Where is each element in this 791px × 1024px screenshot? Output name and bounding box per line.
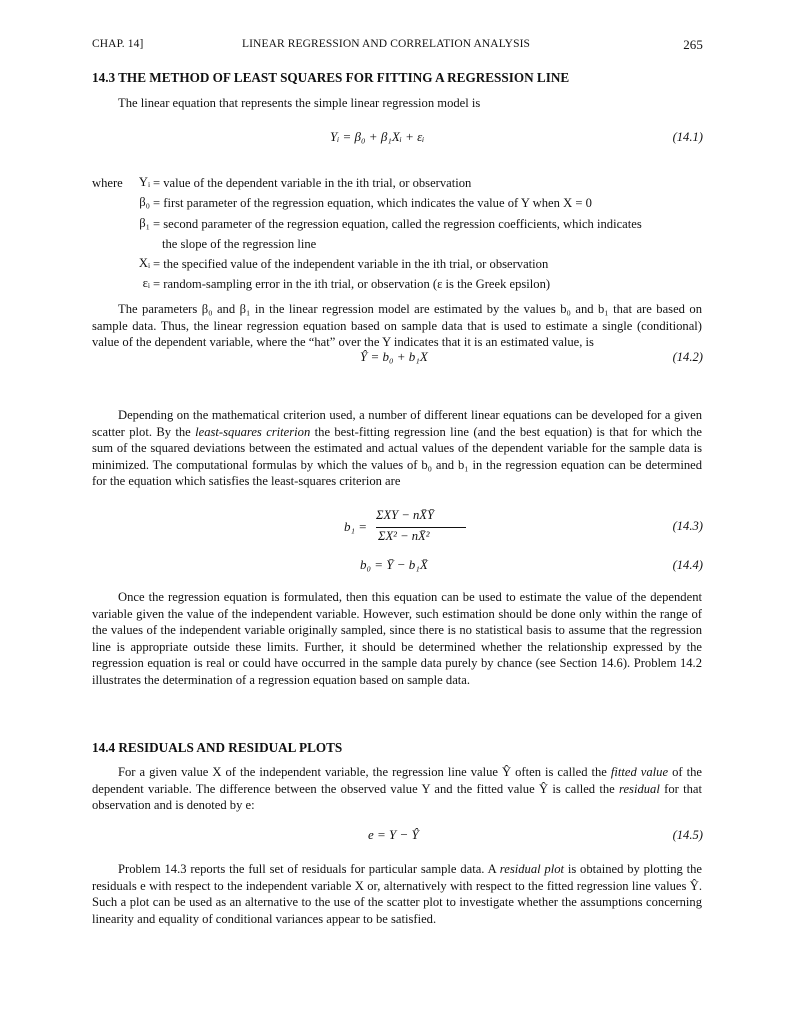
equation-14-3-lhs: b₁ =	[344, 519, 368, 534]
paragraph-text: Depending on the mathematical criterion used, a number of different linear equations can be developed for a given scatter plot. By the	[92, 408, 702, 439]
definition-symbol: εᵢ	[142, 276, 150, 290]
emphasis-fitted-value: fitted value	[610, 765, 669, 779]
equation-number-14-4: (14.4)	[672, 558, 703, 572]
fraction-denominator: ΣX² − nX̄²	[378, 529, 430, 543]
definition-text: = value of the dependent variable in the ith trial, or observation	[153, 176, 472, 190]
paragraph-residual-plot	[92, 861, 702, 927]
equation-number-14-1: (14.1)	[672, 130, 703, 144]
definition-text: = first parameter of the regression equation, which indicates the value of Y when X = 0	[153, 196, 592, 210]
definition-symbol: β₀	[139, 195, 150, 209]
equation-14-2: Ŷ = b₀ + b₁X	[360, 349, 428, 364]
paragraph-text: Problem 14.3 reports the full set of residuals for particular sample data. A	[118, 862, 500, 876]
definition-text-continued: the slope of the regression line	[162, 237, 317, 251]
paragraph-text: For a given value X of the independent variable, the regression line value Ŷ often is called the	[118, 765, 611, 779]
chapter-title: LINEAR REGRESSION AND CORRELATION ANALYSIS	[242, 38, 531, 50]
definition-text: = second parameter of the regression equation, called the regression coefficients, which indicates	[153, 217, 642, 231]
paragraph-least-squares	[92, 407, 702, 490]
paragraph-text: The parameters β₀ and β₁ in the linear regression model are estimated by the values b₀ and b₁ that are based on sample data. Thus, the linear regression equation based on sample data that is used to estimate a single (conditional) value of the dependent variable, where the “hat” over the Y indicates that it is an estimated value, is	[92, 302, 702, 349]
section-heading-14-4: 14.4 RESIDUALS AND RESIDUAL PLOTS	[92, 740, 343, 755]
intro-text: The linear equation that represents the simple linear regression model is	[118, 96, 481, 110]
page-number: 265	[683, 37, 703, 52]
definition-symbol: Xᵢ	[138, 256, 150, 270]
running-header	[92, 38, 703, 54]
chapter-label: CHAP. 14]	[92, 38, 144, 50]
definition-text: = random-sampling error in the ith trial, or observation (ε is the Greek epsilon)	[153, 277, 551, 291]
definition-symbol: Yᵢ	[138, 175, 150, 189]
paragraph-text: the best-fitting regression line (and the best equation) is that for which the sum of the squared deviations between the estimated and actual values of the dependent variable for the sample data is minimized. The computational formulas by which the values of b₀ and b₁ in the regression equation can be determined for the equation which satisfies the least-squares criterion are	[92, 424, 703, 488]
definition-text: = the specified value of the independent variable in the ith trial, or observation	[153, 257, 549, 271]
equation-number-14-5: (14.5)	[672, 828, 703, 842]
section-heading-14-3: 14.3 THE METHOD OF LEAST SQUARES FOR FITTING A REGRESSION LINE	[92, 70, 570, 85]
emphasis-least-squares-criterion: least-squares criterion	[195, 424, 311, 439]
paragraph-residuals	[92, 764, 702, 814]
paragraph-text: of the dependent variable. The difference between the observed value Y and the fitted value Ŷ is called the	[92, 765, 702, 796]
paragraph-text: Once the regression equation is formulated, then this equation can be used to estimate the value of the dependent variable given the value of the independent variable. However, such estimation should be done only within the range of the values of the independent variable originally sampled, since there is no statistical basis to assume that the regression line is appropriate outside these limits. Further, it should be determined whether the relationship expressed by the regression equation is real or could have occurred in the sample data purely by chance (see Section 14.6). Problem 14.2 illustrates the determination of a regression equation based on sample data.	[92, 590, 702, 687]
equation-14-1: Yᵢ = β₀ + β₁Xᵢ + εᵢ	[330, 129, 425, 144]
paragraph-text: for that observation and is denoted by e:	[92, 781, 702, 812]
paragraph-parameters	[92, 301, 702, 351]
paragraph-text: is obtained by plotting the residuals e with respect to the independent variable X or, alternatively with respect to the fitted regression line values Ŷ. Such a plot can be used as an alternative to the use of the scatter plot to investigate whether the assumptions concerning linearity and equality of conditional variances appear to be satisfied.	[92, 862, 702, 926]
equation-number-14-3: (14.3)	[672, 519, 703, 533]
equation-14-4: b₀ = Ȳ − b₁X̄	[360, 557, 428, 572]
fraction-bar	[376, 527, 466, 528]
emphasis-residual: residual	[619, 781, 660, 796]
equation-14-5: e = Y − Ŷ	[368, 827, 419, 842]
where-label: where	[92, 176, 123, 190]
emphasis-residual-plot: residual plot	[499, 862, 565, 876]
paragraph-estimation	[92, 589, 702, 688]
equation-number-14-2: (14.2)	[672, 350, 703, 364]
fraction-numerator: ΣXY − nX̄Ȳ	[376, 508, 434, 522]
definition-symbol: β₁	[139, 216, 150, 230]
